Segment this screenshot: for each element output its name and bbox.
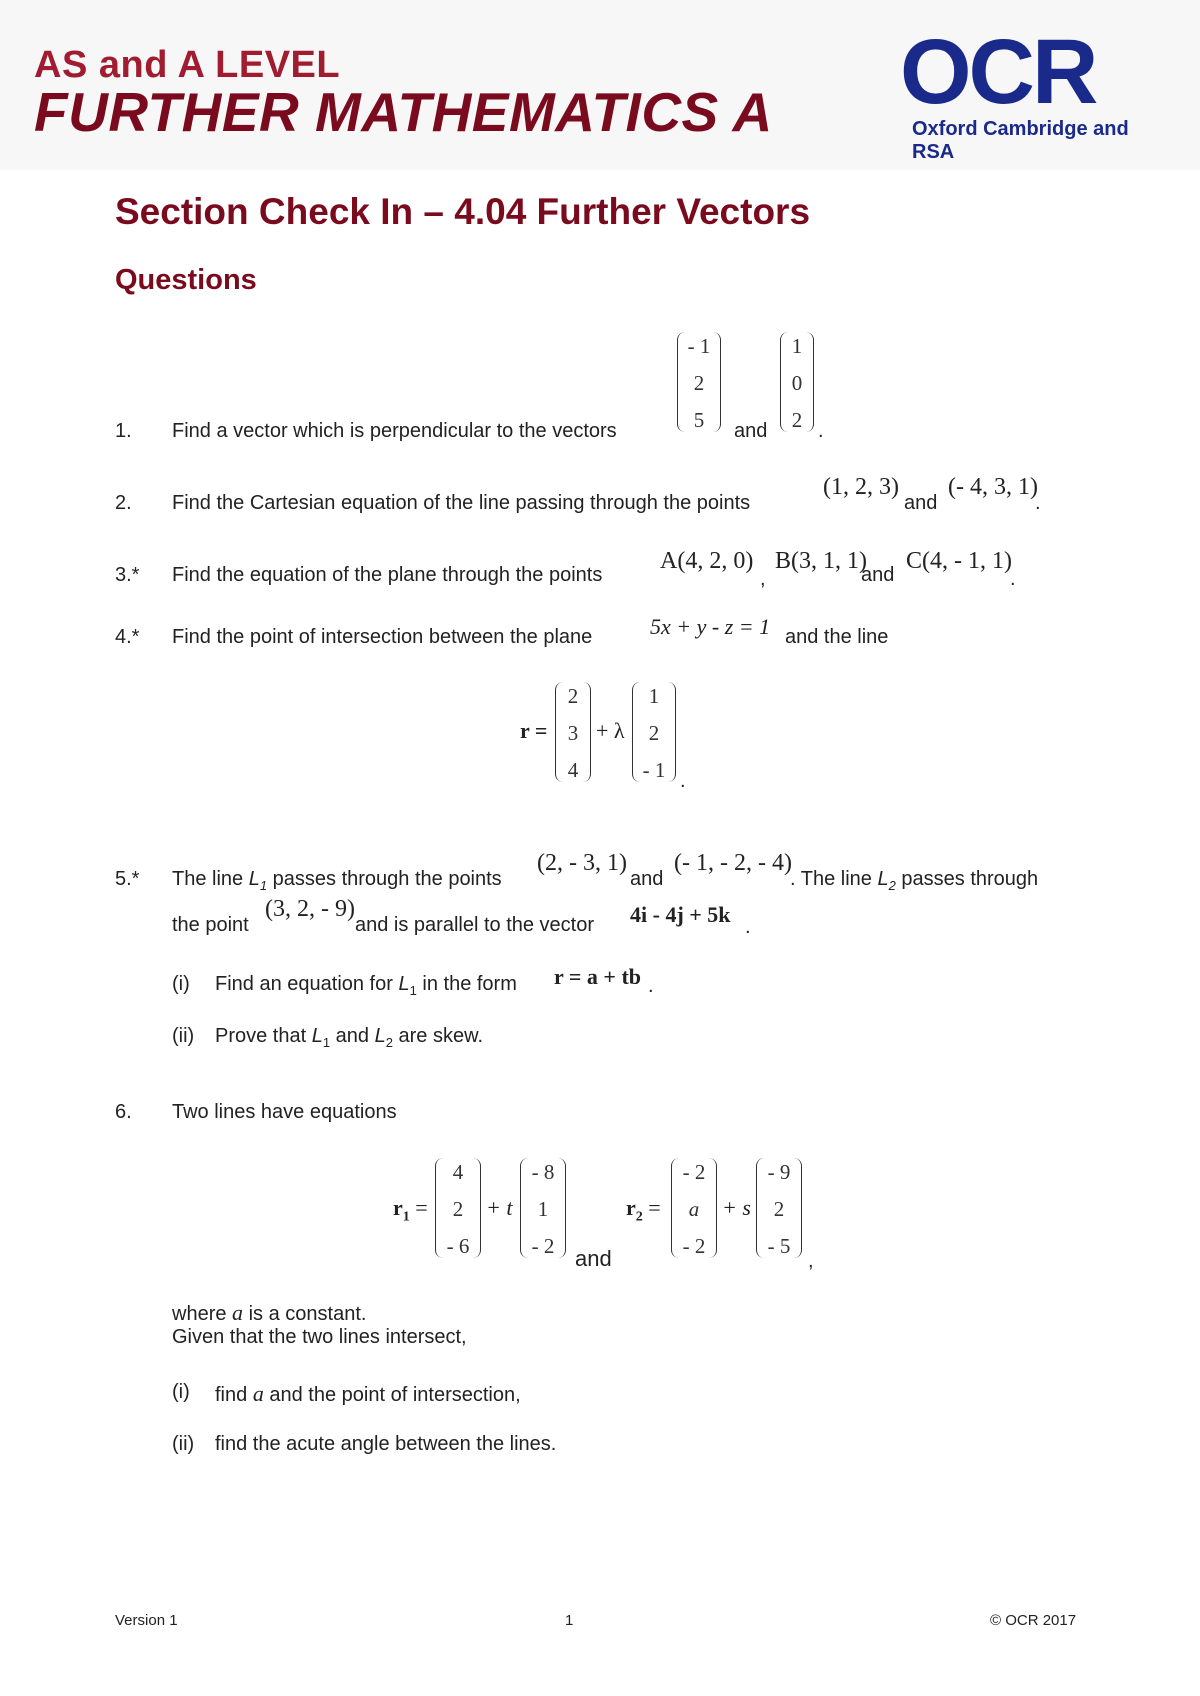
q6-v4-0: - 9	[767, 1160, 791, 1184]
q6-v4-1: 2	[773, 1197, 785, 1221]
q5-part-i-label: (i)	[172, 973, 190, 995]
q5-ii-text2: and	[335, 1025, 370, 1047]
q6-r2-sub: 2	[635, 1209, 643, 1225]
q6-a: a	[232, 1300, 244, 1325]
q5-line-1b	[790, 868, 1038, 893]
q2-point-2: (- 4, 3, 1)	[948, 474, 1038, 500]
header-line1: AS and A LEVEL	[34, 44, 341, 86]
q5-end: .	[745, 916, 751, 938]
q3-number: 3.*	[115, 564, 140, 586]
q6-r1-sub: 1	[402, 1209, 410, 1225]
q5-L1: L	[248, 868, 260, 890]
q5-ii-L1: L	[311, 1025, 323, 1047]
q5-t3: . The line	[790, 868, 872, 890]
q1-number: 1.	[115, 420, 132, 442]
q5-line-1	[172, 868, 502, 893]
q6-v3-2: - 2	[682, 1234, 706, 1258]
q6-r1	[393, 1195, 428, 1225]
q1-vector-1	[677, 332, 721, 432]
logo-sub: Oxford Cambridge and RSA	[912, 118, 1129, 163]
q1-and: and	[734, 420, 768, 442]
q6-given: Given that the two lines intersect,	[172, 1326, 467, 1348]
q3-text: Find the equation of the plane through the points	[172, 564, 603, 586]
q5-and: and	[630, 868, 664, 890]
q5-t5: the point	[172, 914, 249, 936]
q5-i-form: r = a + tb	[554, 964, 642, 989]
q6-where2: is a constant.	[248, 1303, 367, 1325]
q6-part-ii: find the acute angle between the lines.	[215, 1433, 557, 1455]
q1-vector-2	[780, 332, 814, 432]
q3-point-c: C(4, - 1, 1)	[906, 548, 1012, 574]
q1-v1-1: 2	[693, 371, 705, 395]
q5-part-i	[215, 973, 517, 998]
q4-v1-1: 3	[567, 721, 579, 745]
q5-L2-sub: 2	[888, 878, 896, 893]
q4-v1-0: 2	[567, 684, 579, 708]
section-subtitle: Questions	[115, 264, 257, 296]
q6-i-a: a	[252, 1381, 264, 1406]
q3-point-b: B(3, 1, 1)	[775, 548, 867, 574]
q5-ii-sub1: 1	[322, 1035, 331, 1050]
q4-end: .	[680, 770, 686, 792]
q6-v4-2: - 5	[767, 1234, 791, 1258]
q6-plus-s: + s	[722, 1195, 751, 1220]
q3-end: .	[1010, 568, 1016, 590]
q5-t4: passes through	[901, 868, 1039, 890]
q6-plus-t: + t	[486, 1195, 513, 1220]
q5-i-text1: Find an equation for	[215, 973, 393, 995]
q5-ii-sub2: 2	[385, 1035, 393, 1050]
q6-part-ii-label: (ii)	[172, 1433, 195, 1455]
q3-point-a: A(4, 2, 0)	[660, 548, 754, 574]
q5-ii-L2: L	[374, 1025, 386, 1047]
q4-text: Find the point of intersection between the plane	[172, 626, 593, 648]
q1-v2-2: 2	[791, 408, 803, 432]
header-line2: FURTHER MATHEMATICS A	[34, 81, 773, 143]
q6-where1: where	[172, 1303, 227, 1325]
q6-and: and	[575, 1246, 612, 1271]
q6-vector-1	[435, 1158, 481, 1258]
q6-number: 6.	[115, 1101, 132, 1123]
q6-v2-0: - 8	[531, 1160, 555, 1184]
q1-v1-2: 5	[693, 408, 705, 432]
q2-number: 2.	[115, 492, 132, 514]
q1-text: Find a vector which is perpendicular to the vectors	[172, 420, 617, 442]
q6-r2-letter: r	[626, 1195, 636, 1220]
q5-vector: 4i - 4j + 5k	[630, 902, 731, 927]
q4-vector-1	[555, 682, 591, 782]
footer-page-number: 1	[565, 1612, 574, 1629]
page-title: Section Check In – 4.04 Further Vectors	[115, 191, 811, 232]
q4-text-2: and the line	[785, 626, 889, 648]
q6-i-text2: and the point of intersection,	[269, 1384, 521, 1406]
q6-vector-3	[671, 1158, 717, 1258]
q5-L1-sub: 1	[259, 878, 268, 893]
logo-main: OCR	[900, 21, 1096, 123]
q1-v2-0: 1	[791, 334, 803, 358]
q5-point-2: (- 1, - 2, - 4)	[674, 850, 792, 876]
q6-text: Two lines have equations	[172, 1101, 397, 1123]
q4-plus-lambda: + λ	[596, 718, 625, 743]
q2-text: Find the Cartesian equation of the line passing through the points	[172, 492, 751, 514]
q6-part-i-label: (i)	[172, 1381, 190, 1403]
q1-v2-1: 0	[791, 371, 803, 395]
q4-r: r =	[520, 718, 548, 743]
q3-and: and	[861, 564, 895, 586]
q5-i-end: .	[648, 975, 654, 997]
q6-r2	[626, 1195, 661, 1225]
q5-t2: passes through the points	[272, 868, 502, 890]
q3-comma: ,	[760, 568, 766, 590]
q1-end: .	[818, 420, 824, 442]
q6-v2-1: 1	[537, 1197, 549, 1221]
q5-t6: and is parallel to the vector	[355, 914, 595, 936]
q6-v3-1: a	[688, 1197, 700, 1221]
footer-copyright: © OCR 2017	[990, 1612, 1077, 1629]
q6-i-text1: find	[215, 1384, 248, 1406]
q6-end: ,	[808, 1250, 814, 1272]
footer-version: Version 1	[115, 1612, 178, 1629]
q6-r2-eq: =	[648, 1195, 661, 1220]
q6-where-line	[172, 1300, 366, 1326]
q4-v2-2: - 1	[642, 758, 666, 782]
q5-part-ii	[215, 1025, 483, 1050]
q6-vector-4	[756, 1158, 802, 1258]
q5-ii-text3: are skew.	[398, 1025, 483, 1047]
q5-point-1: (2, - 3, 1)	[537, 850, 627, 876]
q5-part-ii-label: (ii)	[172, 1025, 195, 1047]
q1-v1-0: - 1	[687, 334, 711, 358]
q6-part-i	[215, 1381, 521, 1407]
q4-number: 4.*	[115, 626, 140, 648]
q6-r1-eq: =	[415, 1195, 428, 1220]
q5-point-3: (3, 2, - 9)	[265, 896, 355, 922]
q4-v2-1: 2	[648, 721, 660, 745]
q5-t1: The line	[172, 868, 244, 890]
q5-i-text2: in the form	[422, 973, 517, 995]
q4-vector-2	[632, 682, 676, 782]
q6-v1-2: - 6	[446, 1234, 470, 1258]
q6-r1-letter: r	[393, 1195, 403, 1220]
q6-v1-0: 4	[452, 1160, 464, 1184]
q2-end: .	[1035, 492, 1041, 514]
q2-and: and	[904, 492, 938, 514]
q6-v3-0: - 2	[682, 1160, 706, 1184]
q5-i-L: L	[398, 973, 410, 995]
q5-L2: L	[877, 868, 889, 890]
q4-plane-equation: 5x + y - z = 1	[650, 614, 771, 639]
q4-v2-0: 1	[648, 684, 660, 708]
q2-point-1: (1, 2, 3)	[823, 474, 899, 500]
q5-number: 5.*	[115, 868, 140, 890]
q5-i-sub: 1	[409, 983, 417, 998]
q5-ii-text1: Prove that	[215, 1025, 307, 1047]
q6-vector-2	[520, 1158, 566, 1258]
q6-v2-2: - 2	[531, 1234, 555, 1258]
q6-v1-1: 2	[452, 1197, 464, 1221]
q4-v1-2: 4	[567, 758, 579, 782]
ocr-logo	[900, 21, 1170, 163]
